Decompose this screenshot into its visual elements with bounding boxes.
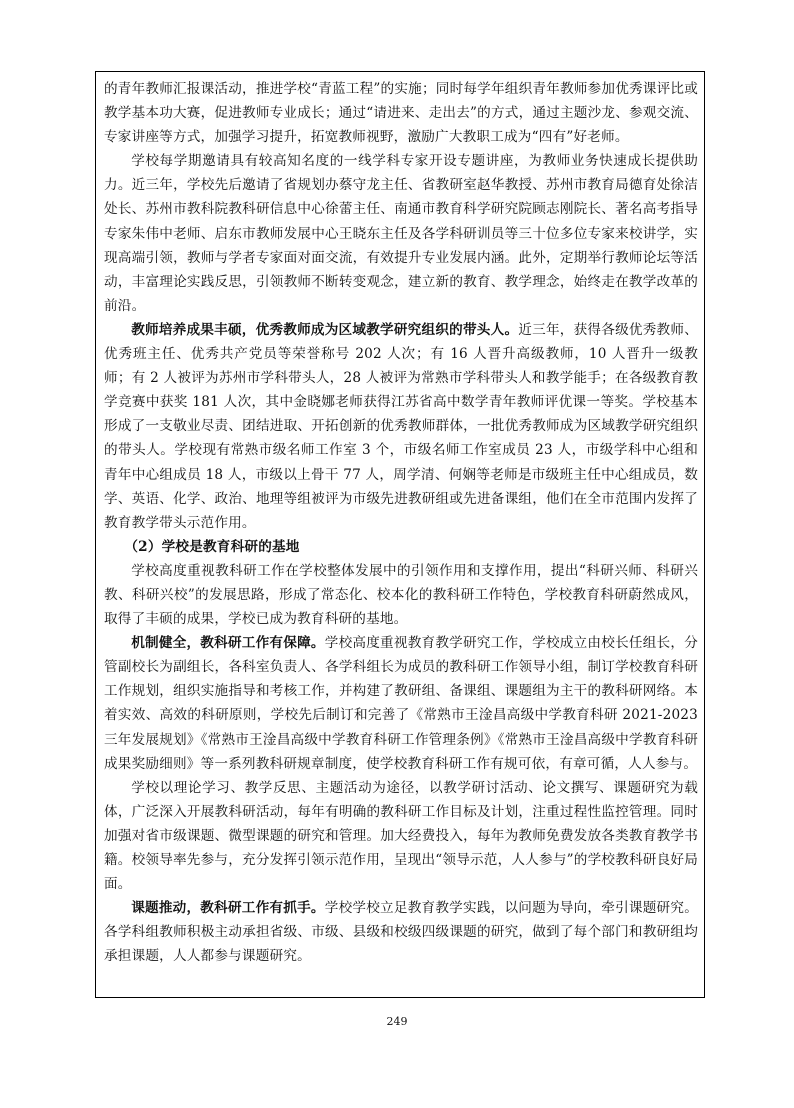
paragraph-lead-bold: 课题推动，教科研工作有抓手。 [131, 900, 325, 917]
paragraph-text: 学校高度重视教科研工作在学校整体发展中的引领作用和支撑作用，提出“科研兴师、科研兴教、科研兴校”的发展思路，形成了常态化、校本化的教科研工作特色，学校教育科研蔚然成风，取得了丰硕的成果，学校已成为教育科研的基地。 [104, 562, 698, 628]
paragraph-3 [104, 318, 698, 535]
paragraph-6 [104, 776, 698, 896]
page-number: 249 [386, 1015, 408, 1028]
paragraph-text: 的青年教师汇报课活动，推进学校“青蓝工程”的实施；同时每学年组织青年教师参加优秀课评比或教学基本功大赛，促进教师专业成长；通过“请进来、走出去”的方式，通过主题沙龙、参观交流、专家讲座等方式，加强学习提升，拓宽教师视野，激励广大教职工成为“四有”好老师。 [104, 81, 698, 146]
paragraph-text: 学校高度重视教育教学研究工作，学校成立由校长任组长，分管副校长为副组长，各科室负责人、各学科组长为成员的教科研工作领导小组，制订学校教育科研工作规划，组织实施指导和考核工作，并构建了教研组、备课组、课题组为主干的教科研网络。本着实效、高效的科研原则，学校先后制订和完善了《常熟市王淦昌高级中学教育科研 2021-2023 三年发展规划》《常熟市王淦昌高级中学教育科研工作管理条例》《常熟市王淦昌高级中学教育科研成果奖励细则》等一系列教科研规章制度，使学校教育科研工作有规可依，有章可循，人人参与。 [104, 635, 698, 772]
paragraph-text: 学校每学期邀请具有较高知名度的一线学科专家开设专题讲座，为教师业务快速成长提供助力。近三年，学校先后邀请了省规划办蔡守龙主任、省教研室赵华教授、苏州市教育局德育处徐洁处长、苏州市教科院教科研信息中心徐蕾主任、南通市教育科学研究院顾志刚院长、著名高考指导专家朱伟中老师、启东市教师发展中心王晓东主任及各学科研训员等三十位多位专家来校讲学，实现高端引领，教师与学者专家面对面交流，有效提升专业发展内涵。此外，定期举行教师论坛等活动，丰富理论实践反思，引领教师不断转变观念，建立新的教育、教学理念，始终走在教学改革的前沿。 [104, 153, 698, 314]
paragraph-text: 学校学校立足教育教学实践，以问题为导向，牵引课题研究。各学科组教师积极主动承担省级、市级、县级和校级四级课题的研究，做到了每个部门和教研组均承担课题，人人都参与课题研究。 [104, 900, 698, 965]
paragraph-1 [104, 77, 698, 149]
content-frame [95, 71, 705, 998]
paragraph-2 [104, 149, 698, 318]
paragraph-5 [104, 631, 698, 776]
section-heading-text: （2）学校是教育科研的基地 [124, 538, 300, 555]
section-heading [124, 535, 698, 559]
paragraph-text: 学校以理论学习、教学反思、主题活动为途径，以教学研讨活动、论文撰写、课题研究为载体，广泛深入开展教科研活动，每年有明确的教科研工作目标及计划，注重过程性监控管理。同时加强对省市级课题、微型课题的研究和管理。加大经费投入，每年为教师免费发放各类教育教学书籍。校领导率先参与，充分发挥引领示范作用，呈现出“领导示范，人人参与”的学校教科研良好局面。 [104, 779, 698, 893]
paragraph-text: 近三年，获得各级优秀教师、优秀班主任、优秀共产党员等荣誉称号 202 人次；有 16 人晋升高级教师，10 人晋升一级教师；有 2 人被评为苏州市学科带头人，28 人被评为常熟市学科带头人和教学能手；在各级教育教学竞赛中获奖 181 人次，其中金晓娜老师获得江苏省高中数学青年教师评优课一等奖。学校基本形成了一支敬业尽责、团结进取、开拓创新的优秀教师群体，一批优秀教师成为区域教学研究组织的带头人。学校现有常熟市级名师工作室 3 个，市级名师工作室成员 23 人，市级学科中心组和青年中心组成员 18 人，市级以上骨干 77 人，周学清、何娴等老师是市级班主任中心组成员，数学、英语、化学、政治、地理等组被评为市级先进教研组或先进备课组，他们在全市范围内发挥了教育教学带头示范作用。 [104, 321, 698, 531]
paragraph-4 [104, 559, 698, 631]
paragraph-7 [104, 896, 698, 968]
paragraph-lead-bold: 机制健全，教科研工作有保障。 [131, 635, 325, 652]
paragraph-lead-bold: 教师培养成果丰硕，优秀教师成为区域教学研究组织的带头人。 [131, 321, 519, 338]
